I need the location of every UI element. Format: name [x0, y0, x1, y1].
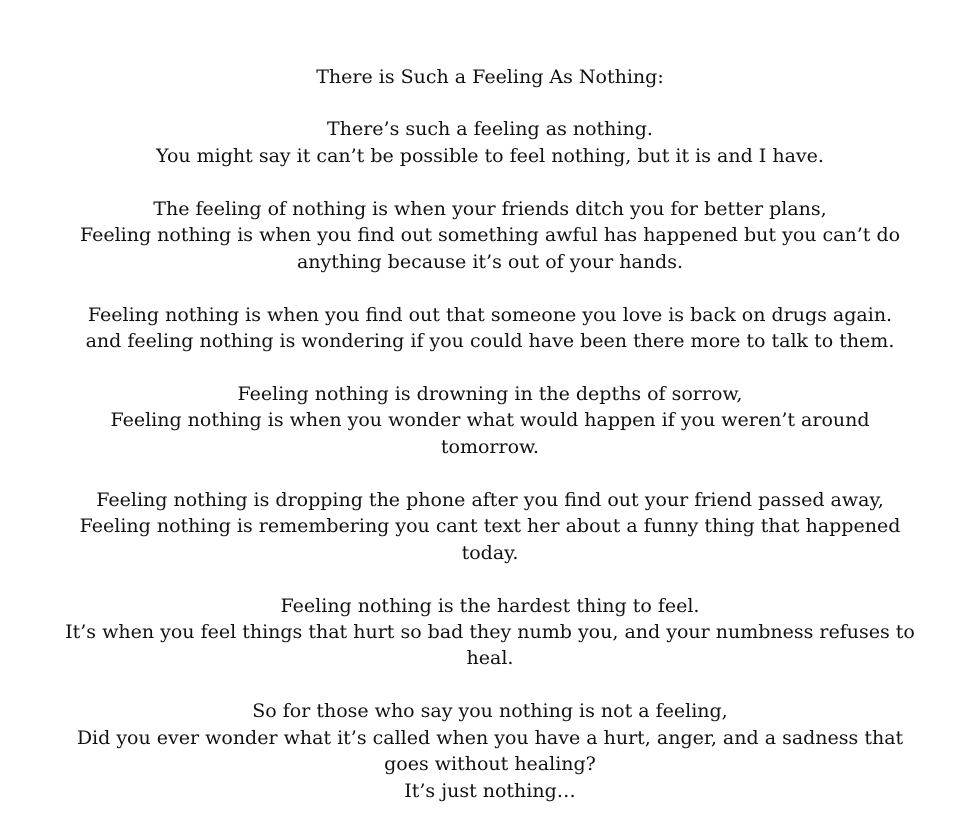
poem — [60, 64, 920, 804]
poem-line: Feeling nothing is the hardest thing to feel. — [280, 594, 700, 617]
stanza-3 — [60, 302, 920, 355]
poem-line: and feeling nothing is wondering if you could have been there more to talk to them. — [85, 330, 895, 353]
poem-line: There’s such a feeling as nothing. — [327, 118, 653, 141]
stanza-7 — [60, 698, 920, 804]
poem-line: So for those who say you nothing is not a feeling, — [252, 700, 728, 723]
stanza-1 — [60, 116, 920, 169]
poem-line: It’s just nothing… — [404, 779, 576, 802]
stanza-6 — [60, 593, 920, 672]
poem-line: Feeling nothing is dropping the phone after you find out your friend passed away, — [96, 488, 884, 511]
poem-title: There is Such a Feeling As Nothing: — [316, 66, 664, 88]
poem-line: Feeling nothing is when you find out that someone you love is back on drugs again. — [87, 303, 893, 326]
poem-line: Feeling nothing is remembering you cant text her about a funny thing that happened today. — [79, 515, 901, 564]
poem-line: Feeling nothing is when you wonder what would happen if you weren’t around tomorrow. — [110, 409, 870, 458]
poem-line: It’s when you feel things that hurt so bad they numb you, and your numbness refuses to heal. — [65, 621, 915, 670]
poem-line: Feeling nothing is when you find out something awful has happened but you can’t do anything because it’s out of your hands. — [79, 224, 901, 273]
poem-line: You might say it can’t be possible to feel nothing, but it is and I have. — [156, 144, 824, 167]
stanza-4 — [60, 381, 920, 460]
poem-line: The feeling of nothing is when your friends ditch you for better plans, — [153, 197, 827, 220]
stanza-5 — [60, 487, 920, 566]
poem-line: Feeling nothing is drowning in the depths of sorrow, — [237, 383, 743, 406]
poem-line: Did you ever wonder what it’s called when you have a hurt, anger, and a sadness that goes without healing? — [76, 726, 904, 776]
stanza-2 — [60, 196, 920, 275]
